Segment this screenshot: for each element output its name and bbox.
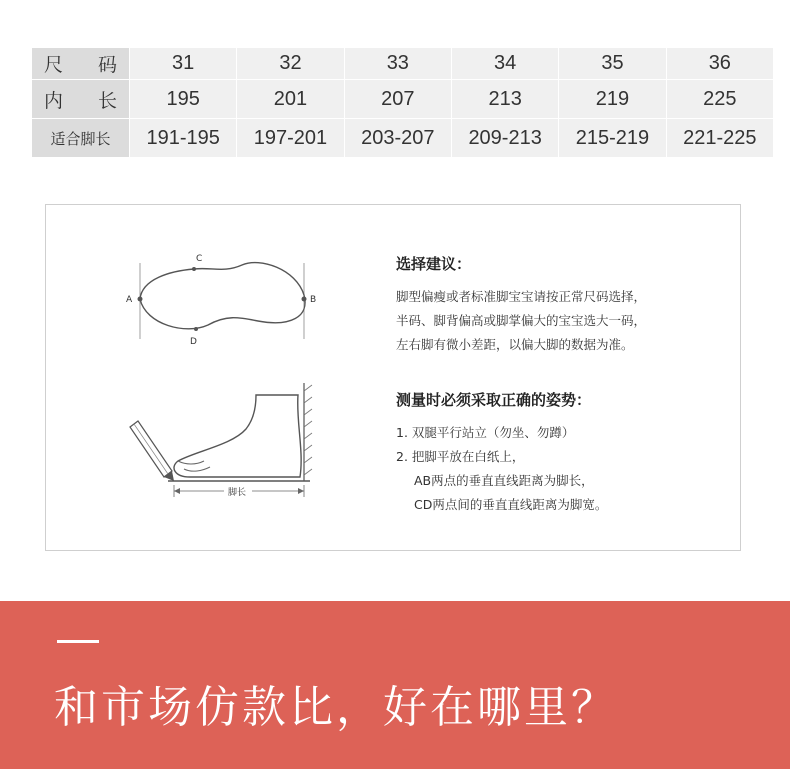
table-row-foot-length [32, 119, 774, 158]
table-cell: 191-195 [130, 119, 237, 158]
foot-outline-path [140, 263, 305, 329]
row-header-size-char-2: 码 [97, 54, 117, 76]
measure-line: 1. 双腿平行站立（勿坐、勿蹲） [396, 425, 575, 440]
banner-dash [57, 640, 99, 643]
foot-side-path [174, 395, 301, 477]
table-cell: 32 [237, 48, 344, 80]
table-cell: 31 [130, 48, 237, 80]
row-header-foot-length: 适合脚长 [32, 119, 130, 158]
advice-line: 脚型偏瘦或者标准脚宝宝请按正常尺码选择， [396, 289, 647, 304]
table-row-inner-length [32, 80, 774, 119]
label-d: D [190, 337, 197, 347]
table-cell: 35 [559, 48, 666, 80]
table-cell: 33 [344, 48, 451, 80]
point-b [302, 297, 307, 302]
measure-line: CD两点间的垂直直线距离为脚宽。 [414, 497, 608, 512]
label-b: B [310, 295, 317, 305]
table-cell: 221-225 [666, 119, 773, 158]
pencil-icon [130, 421, 174, 481]
row-header-inner-char-2: 长 [97, 89, 117, 112]
table-cell: 207 [344, 80, 451, 119]
banner-title: 和市场仿款比，好在哪里？ [54, 682, 618, 733]
table-cell: 195 [130, 80, 237, 119]
table-cell: 197-201 [237, 119, 344, 158]
row-header-size-char-1: 尺 [44, 54, 64, 76]
point-d [194, 327, 198, 331]
dim-arrow-right [298, 488, 304, 494]
table-cell: 219 [559, 80, 666, 119]
row-header-inner-char-1: 内 [44, 89, 64, 112]
row-header-inner-length [32, 80, 130, 119]
foot-side-diagram [120, 381, 330, 506]
dim-arrow-left [174, 488, 180, 494]
row-header-size [32, 48, 130, 80]
advice-text [396, 285, 646, 357]
table-cell: 34 [451, 48, 558, 80]
advice-title: 选择建议： [396, 255, 472, 273]
measure-title: 测量时必须采取正确的姿势： [396, 391, 592, 409]
advice-line: 半码、脚背偏高或脚掌偏大的宝宝选大一码， [396, 313, 647, 328]
label-c: C [196, 254, 203, 264]
table-cell: 213 [451, 80, 558, 119]
size-table [31, 47, 774, 158]
comparison-banner [0, 601, 790, 769]
point-c [192, 267, 196, 271]
table-cell: 201 [237, 80, 344, 119]
toe-lines [178, 461, 210, 471]
measure-text [396, 421, 607, 517]
table-cell: 209-213 [451, 119, 558, 158]
table-row-size [32, 48, 774, 80]
foot-outline-diagram [126, 251, 326, 351]
foot-length-label: 脚长 [228, 488, 247, 498]
table-cell: 36 [666, 48, 773, 80]
point-a [138, 297, 143, 302]
measuring-guide-box [45, 204, 741, 551]
advice-line: 左右脚有微小差距，以偏大脚的数据为准。 [396, 337, 634, 352]
measure-line: 2. 把脚平放在白纸上， [396, 449, 525, 464]
measure-line: AB两点的垂直直线距离为脚长， [414, 473, 594, 488]
table-cell: 203-207 [344, 119, 451, 158]
table-cell: 215-219 [559, 119, 666, 158]
wall-hatch [304, 385, 312, 475]
table-cell: 225 [666, 80, 773, 119]
label-a: A [126, 295, 133, 305]
